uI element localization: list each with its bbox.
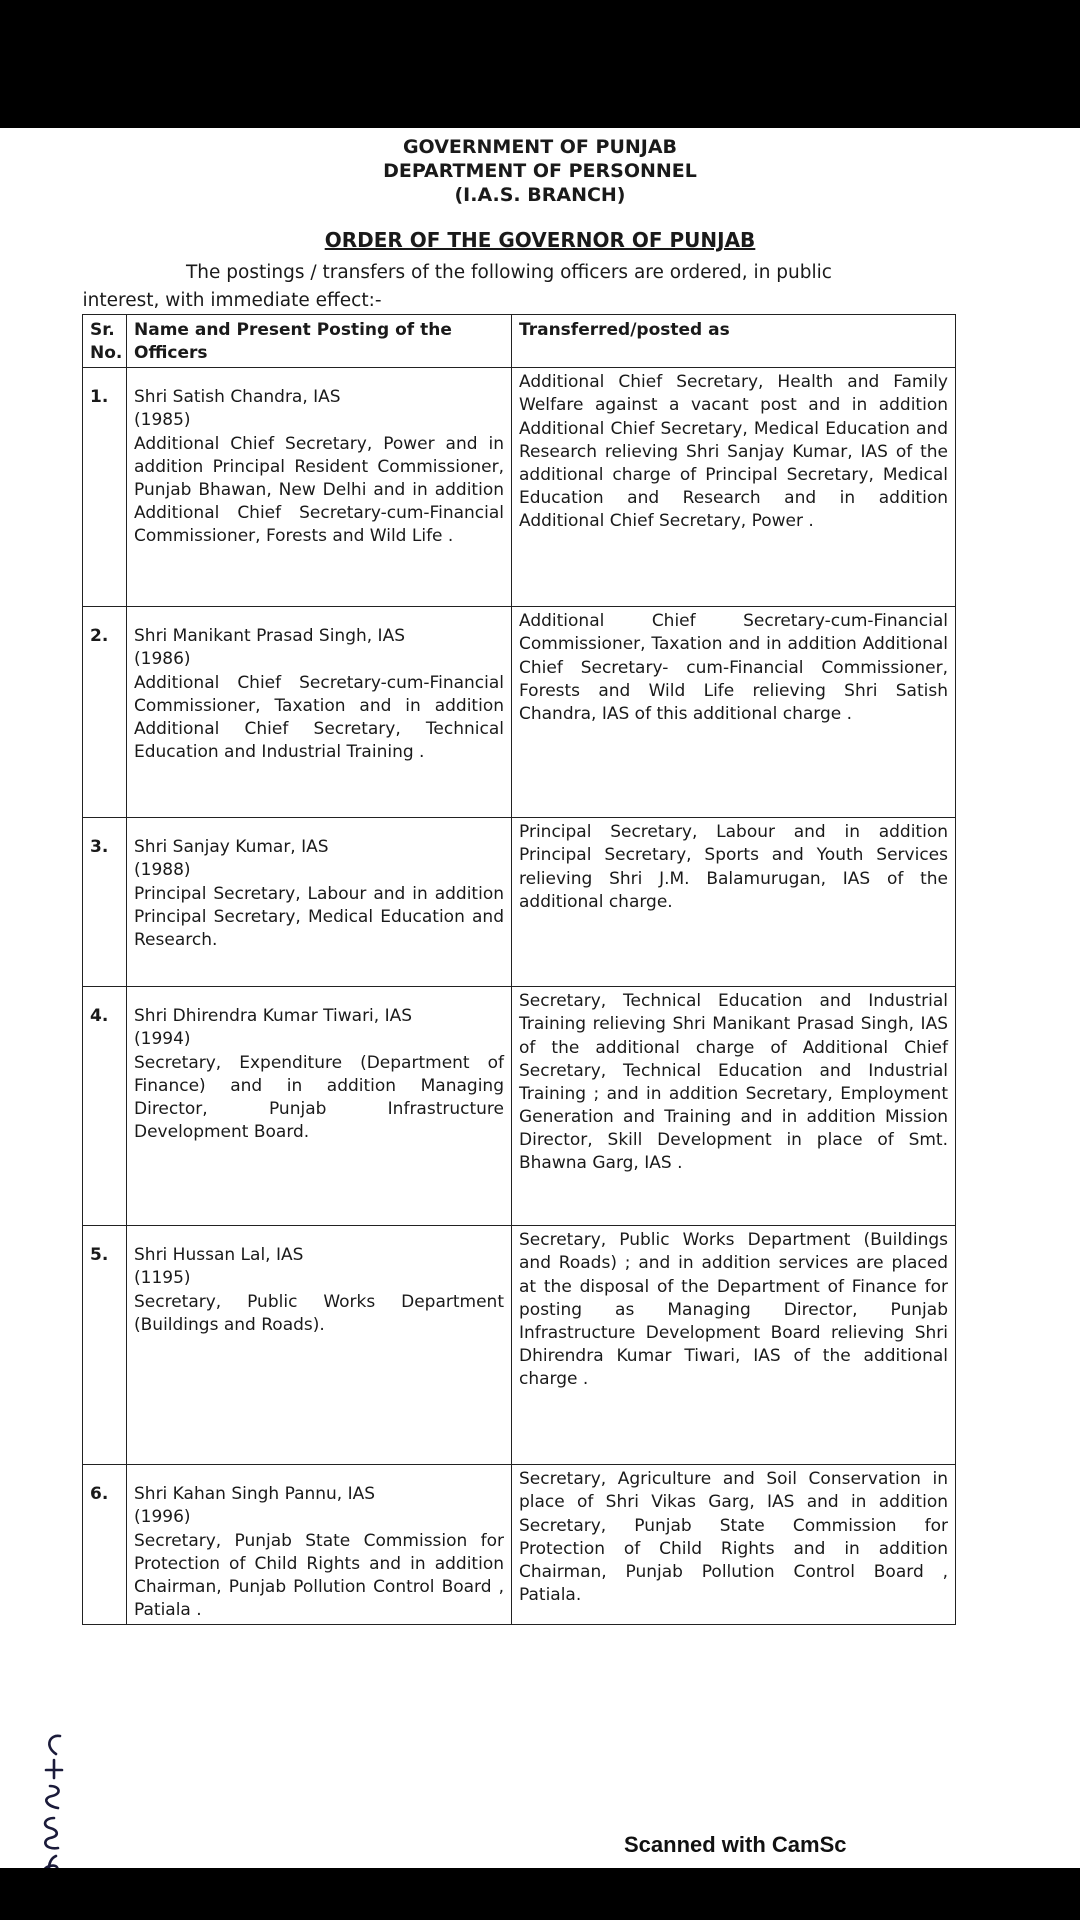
- officer-cell: [127, 1226, 512, 1465]
- table-row: [83, 987, 956, 1226]
- header-government: GOVERNMENT OF PUNJAB: [402, 136, 678, 158]
- row-sr-number: 3.: [83, 818, 127, 987]
- row-sr-number: 2.: [83, 607, 127, 818]
- intro-line-1: The postings / transfers of the following officers are ordered, in public: [186, 262, 832, 283]
- intro-line-2: interest, with immediate effect:-: [83, 288, 956, 315]
- officer-batch: (1195): [134, 1268, 191, 1289]
- officer-name: Shri Kahan Singh Pannu, IAS: [134, 1484, 376, 1505]
- header-sr: Sr. No.: [83, 315, 127, 368]
- officer-cell: [127, 368, 512, 607]
- present-posting: Principal Secretary, Labour and in addition Principal Secretary, Medical Education and Research.: [134, 883, 504, 950]
- officer-batch: (1985): [134, 410, 191, 431]
- order-title: ORDER OF THE GOVERNOR OF PUNJAB: [324, 228, 756, 252]
- header-posted: Transferred/posted as: [512, 315, 956, 368]
- officer-batch: (1986): [134, 649, 191, 670]
- header-branch: (I.A.S. BRANCH): [454, 184, 626, 206]
- table-row: [83, 1226, 956, 1465]
- transferred-posted-as: Additional Chief Secretary-cum-Financial Commissioner, Taxation and in addition Additional Chief Secretary- cum-Financial Commissioner, Forests and Wild Life relieving Shri Satish Chandra, IAS of this additional charge .: [512, 607, 956, 818]
- document-page: [0, 128, 1080, 1868]
- officer-batch: (1996): [134, 1507, 191, 1528]
- present-posting: Secretary, Expenditure (Department of Finance) and in addition Managing Director, Punjab Infrastructure Development Board.: [134, 1052, 504, 1142]
- officer-cell: [127, 1465, 512, 1625]
- transferred-posted-as: Principal Secretary, Labour and in addition Principal Secretary, Sports and Youth Services relieving Shri J.M. Balamurugan, IAS of the additional charge.: [512, 818, 956, 987]
- officer-name: Shri Manikant Prasad Singh, IAS: [134, 626, 405, 647]
- table-body: [83, 368, 956, 1625]
- header-department: DEPARTMENT OF PERSONNEL: [383, 160, 697, 182]
- table-row: [83, 818, 956, 987]
- row-sr-number: 1.: [83, 368, 127, 607]
- camscanner-watermark: Scanned with CamSc: [624, 1832, 847, 1857]
- header-name: Name and Present Posting of the Officers: [127, 315, 512, 368]
- transferred-posted-as: Secretary, Public Works Department (Buildings and Roads) ; and in addition services are placed at the disposal of the Department of Finance for posting as Managing Director, Punjab Infrastructure Development Board relieving Shri Dhirendra Kumar Tiwari, IAS of the additional charge .: [512, 1226, 956, 1465]
- transferred-posted-as: Additional Chief Secretary, Health and Family Welfare against a vacant post and in addition Additional Chief Secretary, Medical Education and Research relieving Shri Sanjay Kumar, IAS of the additional charge of Principal Secretary, Medical Education and Research and in addition Additional Chief Secretary, Power .: [512, 368, 956, 607]
- present-posting: Additional Chief Secretary, Power and in addition Principal Resident Commissioner, Punjab Bhawan, New Delhi and in addition Additional Chief Secretary-cum-Financial Commissioner, Forests and Wild Life .: [134, 433, 504, 547]
- transferred-posted-as: Secretary, Technical Education and Industrial Training relieving Shri Manikant Prasad Singh, IAS of the additional charge of Additional Chief Secretary, Technical Education and Industrial Training ; and in addition Secretary, Employment Generation and Training and in addition Mission Director, Skill Development in place of Smt. Bhawna Garg, IAS .: [512, 987, 956, 1226]
- table-row: [83, 1465, 956, 1625]
- officer-name: Shri Dhirendra Kumar Tiwari, IAS: [134, 1006, 413, 1027]
- row-sr-number: 6.: [83, 1465, 127, 1625]
- officer-cell: [127, 987, 512, 1226]
- transferred-posted-as: Secretary, Agriculture and Soil Conservation in place of Shri Vikas Garg, IAS and in addition Secretary, Punjab State Commission for Protection of Child Rights and in addition Chairman, Punjab Pollution Control Board , Patiala.: [512, 1465, 956, 1625]
- postings-table: [82, 288, 956, 1625]
- table-row: [83, 607, 956, 818]
- present-posting: Secretary, Public Works Department (Buildings and Roads).: [134, 1291, 504, 1335]
- table-header-row: [83, 315, 956, 368]
- top-black-bar: [0, 0, 1080, 128]
- present-posting: Secretary, Punjab State Commission for Protection of Child Rights and in addition Chairman, Punjab Pollution Control Board , Patiala .: [134, 1530, 504, 1620]
- officer-cell: [127, 818, 512, 987]
- bottom-black-bar: [0, 1868, 1080, 1920]
- table-row: [83, 368, 956, 607]
- officer-batch: (1988): [134, 860, 191, 881]
- row-sr-number: 5.: [83, 1226, 127, 1465]
- officer-name: Shri Satish Chandra, IAS: [134, 387, 341, 408]
- row-sr-number: 4.: [83, 987, 127, 1226]
- officer-cell: [127, 607, 512, 818]
- officer-name: Shri Sanjay Kumar, IAS: [134, 837, 329, 858]
- present-posting: Additional Chief Secretary-cum-Financial Commissioner, Taxation and in addition Additional Chief Secretary, Technical Education and Industrial Training .: [134, 672, 504, 762]
- intro-row: [83, 288, 956, 315]
- officer-name: Shri Hussan Lal, IAS: [134, 1245, 304, 1266]
- officer-batch: (1994): [134, 1029, 191, 1050]
